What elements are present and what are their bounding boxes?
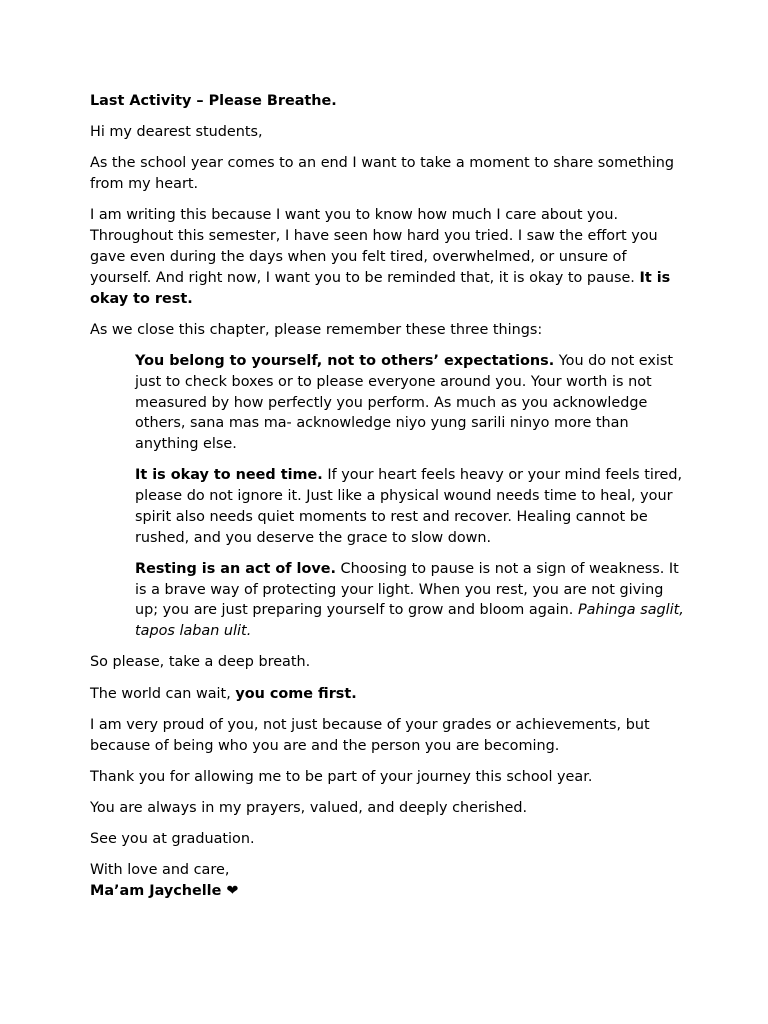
paragraph-care-emphasis: It is okay to rest.: [90, 269, 671, 307]
paragraph-world-emphasis: you come first.: [235, 685, 357, 702]
point-heading: You belong to yourself, not to others’ expectations.: [135, 352, 555, 369]
paragraph-prayers: You are always in my prayers, valued, and deeply cherished.: [90, 800, 528, 816]
paragraph-proud: I am very proud of you, not just because of your grades or achievements, but because of being who you are and the person you are becoming.: [90, 716, 650, 754]
paragraph-world-text: The world can wait,: [90, 685, 236, 702]
point-heading: It is okay to need time.: [135, 467, 323, 484]
paragraph-care: [90, 205, 690, 309]
paragraph-world-can-wait: [90, 684, 690, 705]
point-item: [135, 465, 690, 548]
point-text: You do not exist just to check boxes or to please everyone around you. Your worth is not measured by how perfectly you perform. As much as you acknowledge others, sana mas ma- acknowledge niyo yung sarili ninyo more than anything else.: [135, 352, 674, 453]
paragraph-intro: As the school year comes to an end I want to take a moment to share something from my heart.: [90, 155, 674, 193]
document-title: Last Activity – Please Breathe.: [90, 93, 337, 109]
paragraph-graduation: See you at graduation.: [90, 831, 255, 848]
signature-name: Ma’am Jaychelle ❤: [90, 883, 239, 900]
point-item: [135, 559, 690, 642]
paragraph-breath: So please, take a deep breath.: [90, 654, 311, 671]
point-text: Choosing to pause is not a sign of weakness. It is a brave way of protecting your light. When you rest, you are not giving up; you are just preparing yourself to grow and bloom again.: [135, 560, 679, 619]
point-item: [135, 351, 690, 455]
point-text: If your heart feels heavy or your mind feels tired, please do not ignore it. Just like a physical wound needs time to heal, your spirit also needs quiet moments to rest and recover. Healing cannot be rushed, and you deserve the grace to slow down.: [135, 467, 683, 546]
paragraph-three-things: As we close this chapter, please remember these three things:: [90, 321, 543, 338]
document-page: [90, 91, 690, 902]
signature: [90, 881, 690, 902]
point-italic-phrase: Pahinga saglit, tapos laban ulit.: [135, 602, 684, 640]
paragraph-thanks: Thank you for allowing me to be part of your journey this school year.: [90, 768, 593, 785]
greeting: Hi my dearest students,: [90, 124, 263, 141]
paragraph-care-text: I am writing this because I want you to know how much I care about you. Throughout this semester, I have seen how hard you tried. I saw the effort you gave even during the days when you felt tired, overwhelmed, or unsure of yourself. And right now, I want you to be reminded that, it is okay to pause.: [90, 207, 658, 286]
closing: With love and care,: [90, 862, 230, 879]
point-heading: Resting is an act of love.: [135, 560, 336, 577]
